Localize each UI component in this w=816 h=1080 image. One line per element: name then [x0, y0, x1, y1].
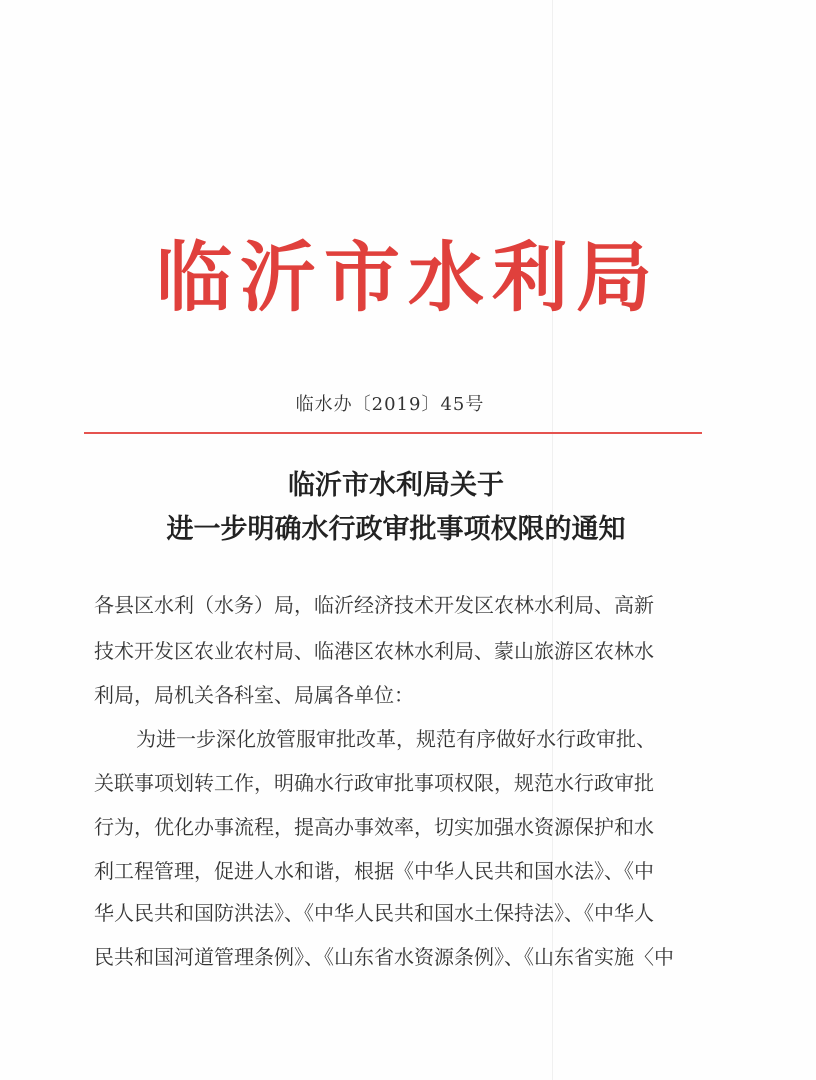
- recipients-line-2: 技术开发区农业农村局、临港区农林水利局、蒙山旅游区农林水: [94, 639, 654, 663]
- document-number: 临水办〔2019〕45号: [295, 394, 485, 415]
- body-line-6: 民共和国河道管理条例》、《山东省水资源条例》、《山东省实施〈中: [94, 945, 674, 969]
- body-line-1: 为进一步深化放管服审批改革，规范有序做好水行政审批、: [136, 727, 656, 751]
- red-separator-rule: [84, 432, 702, 434]
- recipients-line-3: 利局，局机关各科室、局属各单位：: [94, 683, 414, 707]
- body-line-3: 行为，优化办事流程，提高办事效率，切实加强水资源保护和水: [94, 815, 654, 839]
- recipients-line-1: 各县区水利（水务）局，临沂经济技术开发区农林水利局、高新: [94, 593, 654, 617]
- body-line-2: 关联事项划转工作，明确水行政审批事项权限，规范水行政审批: [94, 771, 654, 795]
- masthead-title: 临沂市水利局: [156, 233, 660, 322]
- body-line-5: 华人民共和国防洪法》、《中华人民共和国水土保持法》、《中华人: [94, 901, 654, 925]
- notice-title-line-1: 临沂市水利局关于: [288, 470, 504, 501]
- body-line-4: 利工程管理，促进人水和谐，根据《中华人民共和国水法》、《中: [94, 859, 654, 883]
- notice-title-line-2: 进一步明确水行政审批事项权限的通知: [166, 514, 626, 545]
